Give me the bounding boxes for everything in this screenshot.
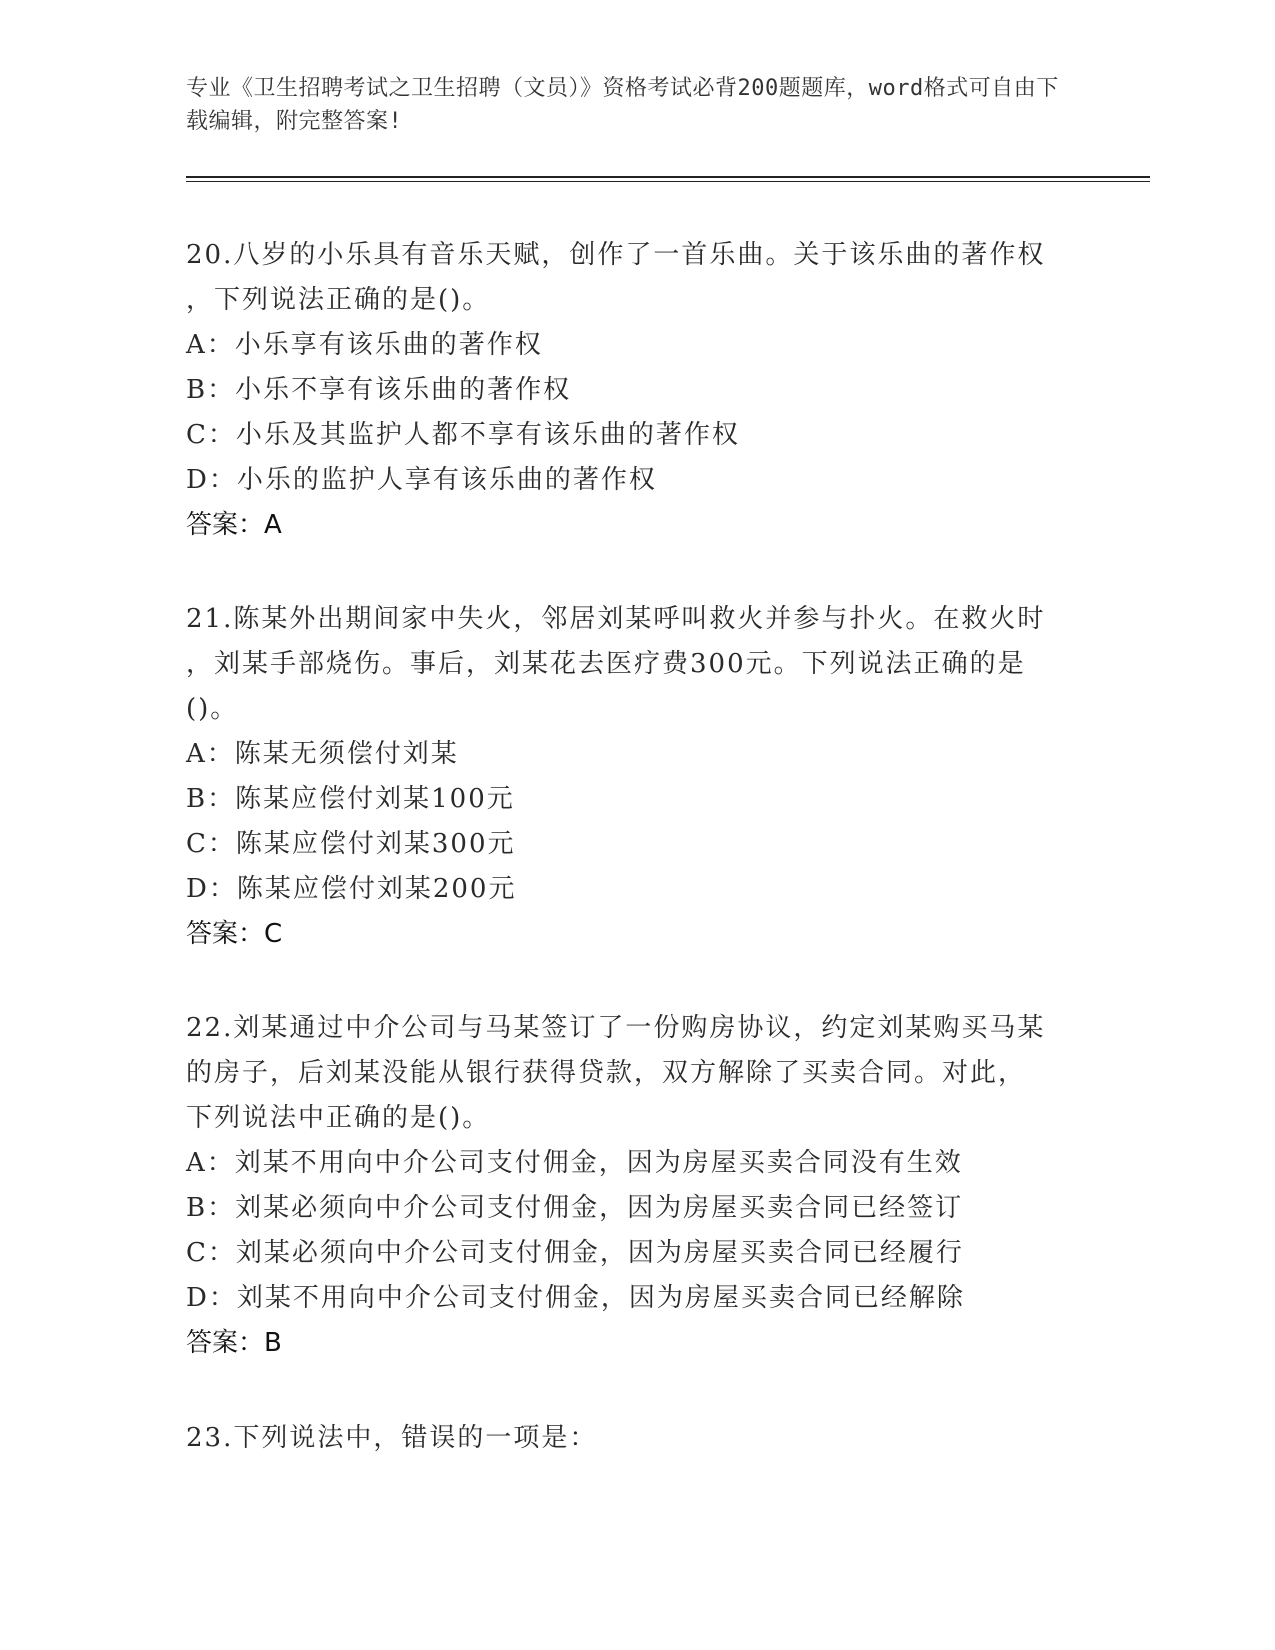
question-23 bbox=[186, 1416, 1086, 1461]
option-b: B：小乐不享有该乐曲的著作权 bbox=[186, 375, 572, 405]
option-b: B：刘某必须向中介公司支付佣金，因为房屋买卖合同已经签订 bbox=[186, 1193, 964, 1223]
option-c: C：小乐及其监护人都不享有该乐曲的著作权 bbox=[186, 420, 740, 450]
option-c: C：刘某必须向中介公司支付佣金，因为房屋买卖合同已经履行 bbox=[186, 1238, 964, 1268]
option-a: A：小乐享有该乐曲的著作权 bbox=[186, 330, 543, 360]
header-divider-thick bbox=[186, 176, 1150, 178]
answer: 答案：C bbox=[186, 919, 283, 949]
question-21 bbox=[186, 597, 1086, 957]
answer: 答案：A bbox=[186, 510, 282, 540]
option-a: A：陈某无须偿付刘某 bbox=[186, 739, 459, 769]
question-stem: 21.陈某外出期间家中失火，邻居刘某呼叫救火并参与扑火。在救火时 ，刘某手部烧伤。事后，刘某花去医疗费300元。下列说法正确的是 ()。 bbox=[186, 604, 1046, 724]
option-c: C：陈某应偿付刘某300元 bbox=[186, 829, 516, 859]
option-d: D：刘某不用向中介公司支付佣金，因为房屋买卖合同已经解除 bbox=[186, 1283, 965, 1313]
question-20 bbox=[186, 233, 1086, 548]
option-b: B：陈某应偿付刘某100元 bbox=[186, 784, 515, 814]
question-stem: 23.下列说法中，错误的一项是： bbox=[186, 1423, 598, 1453]
question-22 bbox=[186, 1006, 1086, 1366]
question-stem: 20.八岁的小乐具有音乐天赋，创作了一首乐曲。关于该乐曲的著作权 ，下列说法正确的是()。 bbox=[186, 240, 1046, 315]
option-d: D：小乐的监护人享有该乐曲的著作权 bbox=[186, 465, 657, 495]
header-divider-thin bbox=[186, 181, 1150, 182]
option-a: A：刘某不用向中介公司支付佣金，因为房屋买卖合同没有生效 bbox=[186, 1148, 963, 1178]
document-header: 专业《卫生招聘考试之卫生招聘（文员）》资格考试必背200题题库，word格式可自由下载编辑，附完整答案! bbox=[186, 76, 1059, 134]
option-d: D：陈某应偿付刘某200元 bbox=[186, 874, 517, 904]
answer: 答案：B bbox=[186, 1328, 282, 1358]
question-stem: 22.刘某通过中介公司与马某签订了一份购房协议，约定刘某购买马某 的房子，后刘某没能从银行获得贷款，双方解除了买卖合同。对此， 下列说法中正确的是()。 bbox=[186, 1013, 1046, 1133]
